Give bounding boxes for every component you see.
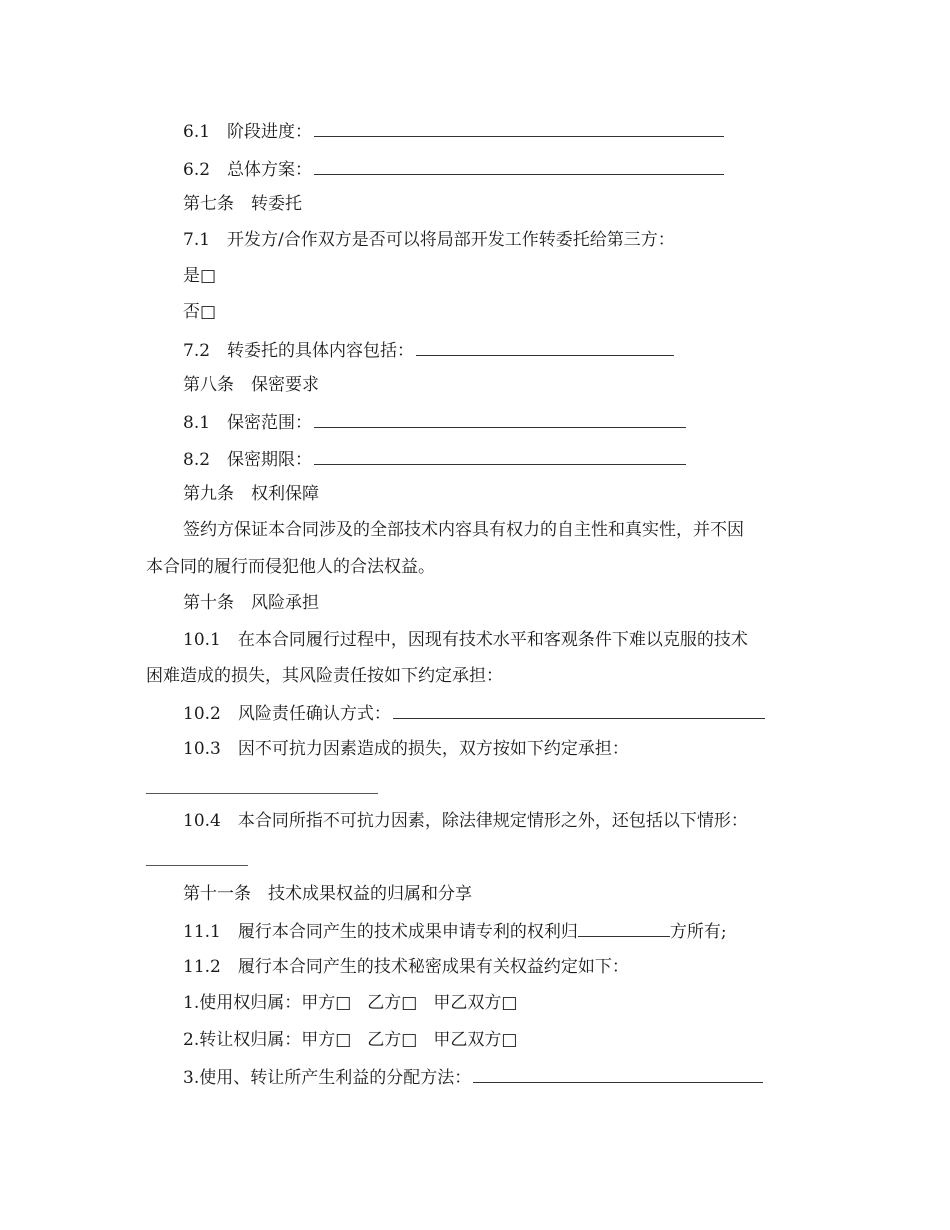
article-11-heading: 第十一条 技术成果权益的归属和分享 — [183, 884, 472, 904]
clause-8-2 — [183, 447, 686, 469]
confidentiality-period-blank[interactable] — [314, 447, 686, 465]
force-majeure-cases-blank[interactable] — [146, 865, 248, 866]
stage-progress-blank[interactable] — [314, 119, 724, 137]
use-right-label: 1.使用权归属： — [183, 993, 302, 1013]
benefit-distribution-label: 3.使用、转让所产生利益的分配方法： — [183, 1068, 472, 1088]
risk-confirmation-blank[interactable] — [393, 701, 765, 719]
benefit-distribution-blank[interactable] — [473, 1065, 763, 1083]
clause-10-2 — [183, 701, 765, 723]
article-7-heading: 第七条 转委托 — [183, 194, 302, 214]
clause-10-2-label: 10.2 风险责任确认方式： — [183, 704, 391, 724]
clause-10-1-line-2: 困难造成的损失，其风险责任按如下约定承担： — [146, 666, 503, 686]
use-right-both-checkbox[interactable]: 甲乙双方□ — [433, 993, 518, 1013]
article-9-text-line-1: 签约方保证本合同涉及的全部技术内容具有权力的自主性和真实性，并不因 — [183, 520, 744, 540]
clause-6-2 — [183, 157, 724, 179]
clause-10-3: 10.3 因不可抗力因素造成的损失，双方按如下约定承担： — [183, 739, 629, 759]
clause-8-1-label: 8.1 保密范围： — [183, 413, 313, 433]
article-9-text-line-2: 本合同的履行而侵犯他人的合法权益。 — [146, 557, 435, 577]
clause-8-1 — [183, 410, 686, 432]
use-right-row — [183, 992, 517, 1014]
use-right-party-a-checkbox[interactable]: 甲方□ — [301, 993, 352, 1013]
clause-10-1-line-1: 10.1 在本合同履行过程中，因现有技术水平和客观条件下难以克服的技术 — [183, 630, 748, 650]
clause-11-1-label: 11.1 履行本合同产生的技术成果申请专利的权利归 — [183, 922, 578, 942]
transfer-right-label: 2.转让权归属： — [183, 1030, 302, 1050]
clause-11-1 — [183, 919, 727, 941]
option-no[interactable]: 否□ — [183, 302, 217, 322]
clause-6-1 — [183, 119, 724, 141]
transfer-right-row — [183, 1029, 517, 1051]
clause-6-1-label: 6.1 阶段进度： — [183, 122, 313, 142]
article-9-heading: 第九条 权利保障 — [183, 484, 319, 504]
clause-7-2-label: 7.2 转委托的具体内容包括： — [183, 341, 415, 361]
clause-11-2: 11.2 履行本合同产生的技术秘密成果有关权益约定如下： — [183, 957, 629, 977]
confidentiality-scope-blank[interactable] — [314, 410, 686, 428]
clause-8-2-label: 8.2 保密期限： — [183, 450, 313, 470]
force-majeure-loss-blank[interactable] — [146, 793, 378, 794]
overall-plan-blank[interactable] — [314, 157, 724, 175]
article-10-heading: 第十条 风险承担 — [183, 593, 319, 613]
transfer-right-party-b-checkbox[interactable]: 乙方□ — [367, 1030, 418, 1050]
clause-10-4: 10.4 本合同所指不可抗力因素，除法律规定情形之外，还包括以下情形： — [183, 811, 748, 831]
clause-7-2 — [183, 338, 674, 360]
clause-6-2-label: 6.2 总体方案： — [183, 160, 313, 180]
article-8-heading: 第八条 保密要求 — [183, 375, 319, 395]
transfer-right-party-a-checkbox[interactable]: 甲方□ — [301, 1030, 352, 1050]
clause-11-1-suffix: 方所有; — [669, 922, 727, 942]
clause-7-1: 7.1 开发方/合作双方是否可以将局部开发工作转委托给第三方： — [183, 230, 675, 250]
use-right-party-b-checkbox[interactable]: 乙方□ — [367, 993, 418, 1013]
patent-owner-blank[interactable] — [578, 919, 670, 937]
subcontract-content-blank[interactable] — [416, 338, 674, 356]
benefit-distribution-row — [183, 1065, 763, 1087]
option-yes[interactable]: 是□ — [183, 266, 217, 286]
transfer-right-both-checkbox[interactable]: 甲乙双方□ — [433, 1030, 518, 1050]
